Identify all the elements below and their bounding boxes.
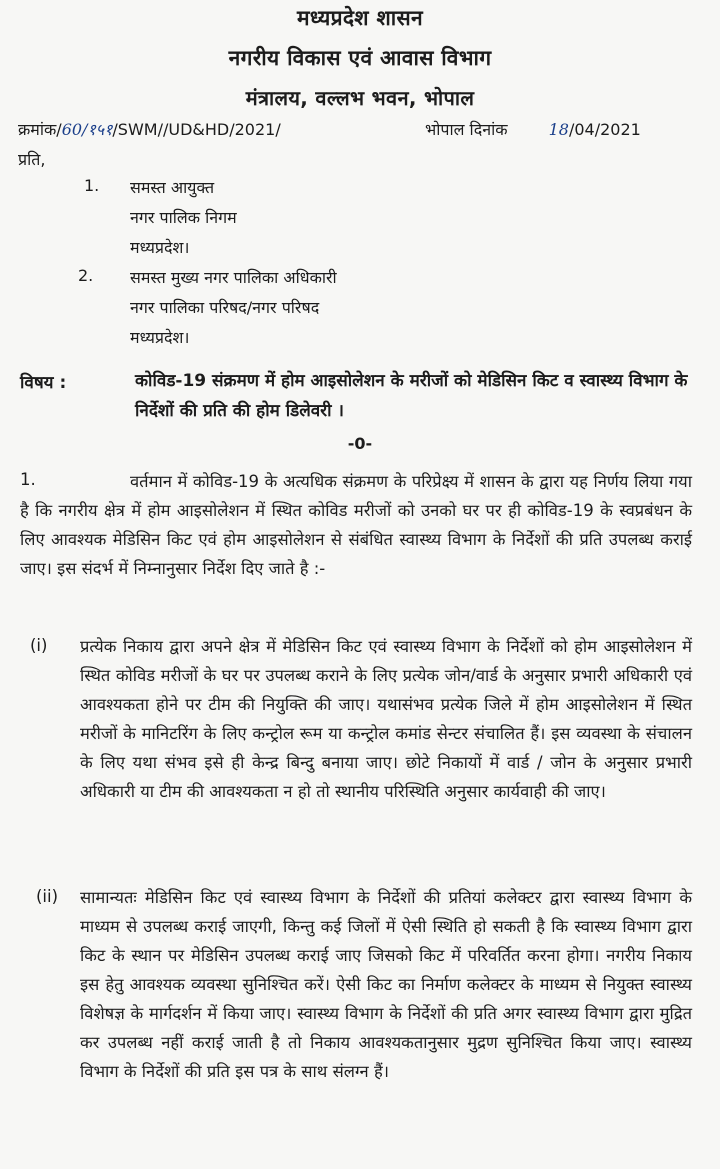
- government-name: मध्यप्रदेश शासन: [297, 6, 423, 30]
- date-rest: /04/2021: [568, 120, 641, 139]
- recipient-1-number: 1.: [84, 176, 100, 195]
- paragraph-1-number: 1.: [20, 470, 36, 489]
- item-1-number: (i): [30, 636, 48, 655]
- subject-text: कोविड-19 संक्रमण में होम आइसोलेशन के मरीजों को मेडिसिन किट व स्वास्थ्य विभाग के निर्देशों की प्रति की होम डिलेवरी ।: [135, 371, 688, 421]
- recipient-1-line-2: नगर पालिक निगम: [130, 208, 237, 227]
- date-label: भोपाल दिनांक: [425, 120, 508, 139]
- separator-mark: -0-: [347, 434, 373, 453]
- recipient-2-line-3: मध्यप्रदेश।: [130, 328, 190, 347]
- to-label: प्रति,: [18, 150, 46, 169]
- department-name: नगरीय विकास एवं आवास विभाग: [228, 46, 492, 70]
- recipient-2-number: 2.: [78, 266, 94, 285]
- reference-number: [18, 118, 281, 140]
- letter-date: [425, 118, 641, 140]
- office-address: मंत्रालय, वल्लभ भवन, भोपाल: [245, 86, 475, 110]
- date-handwritten-day: 18: [548, 120, 569, 139]
- recipient-2-line-1: समस्त मुख्य नगर पालिका अधिकारी: [130, 268, 337, 287]
- item-2-text: सामान्यतः मेडिसिन किट एवं स्वास्थ्य विभाग के निर्देशों की प्रतियां कलेक्टर द्वारा स्वास्थ्य विभाग के माध्यम से उपलब्ध कराई जाएगी, किन्तु कई जिलों में ऐसी स्थिति हो सकती है कि स्वास्थ्य विभाग द्वारा किट के स्थान पर मेडिसिन उपलब्ध कराई जाए जिसको किट में परिवर्तित करना होगा। नगरीय निकाय इस हेतु आवश्यक व्यवस्था सुनिश्चित करें। ऐसी किट का निर्माण कलेक्टर के माध्यम से नियुक्त स्वास्थ्य विशेषज्ञ के मार्गदर्शन में किया जाए। स्वास्थ्य विभाग के निर्देशों की प्रति अगर स्वास्थ्य विभाग द्वारा मुद्रित कर उपलब्ध नहीं कराई जाती है तो निकाय आवश्यकतानुसार मुद्रण सुनिश्चित किया जाए। स्वास्थ्य विभाग के निर्देशों की प्रति इस पत्र के साथ संलग्न हैं।: [80, 888, 692, 1081]
- reference-suffix: /SWM//UD&HD/2021/: [112, 120, 281, 139]
- reference-handwritten-number: 60/१५१: [61, 120, 113, 139]
- recipient-1-line-1: समस्त आयुक्त: [130, 178, 215, 197]
- item-1-text: प्रत्येक निकाय द्वारा अपने क्षेत्र में मेडिसिन किट एवं स्वास्थ्य विभाग के निर्देशों को होम आइसोलेशन में स्थित कोविड मरीजों के घर पर उपलब्ध कराने के लिए प्रत्येक जोन/वार्ड के अनुसार प्रभारी अधिकारी एवं आवश्यकता होने पर टीम की नियुक्ति की जाए। यथासंभव प्रत्येक जिले में होम आइसोलेशन में स्थित मरीजों के मानिटरिंग के लिए कन्ट्रोल रूम या कन्ट्रोल कमांड सेन्टर संचालित हैं। इस व्यवस्था के संचालन के लिए यथा संभव इसे ही केन्द्र बिन्दु बनाया जाए। छोटे निकायों में वार्ड / जोन के अनुसार प्रभारी अधिकारी या टीम की आवश्यकता न हो तो स्थानीय परिस्थिति अनुसार कार्यवाही की जाए।: [80, 637, 692, 801]
- recipient-2-line-2: नगर पालिका परिषद/नगर परिषद: [130, 298, 320, 317]
- subject-label: विषय :: [20, 373, 67, 393]
- item-2-number: (ii): [36, 887, 59, 906]
- reference-prefix: क्रमांक/: [18, 120, 62, 139]
- recipient-1-line-3: मध्यप्रदेश।: [130, 238, 190, 257]
- paragraph-1-text: वर्तमान में कोविड-19 के अत्यधिक संक्रमण के परिप्रेक्ष्य में शासन के द्वारा यह निर्णय लिया गया है कि नगरीय क्षेत्र में होम आइसोलेशन में स्थित कोविड मरीजों को उनको घर पर ही कोविड-19 के स्वप्रबंधन के लिए आवश्यक मेडिसिन किट एवं होम आइसोलेशन से संबंधित स्वास्थ्य विभाग के निर्देशों की प्रति उपलब्ध कराई जाए। इस संदर्भ में निम्नानुसार निर्देश दिए जाते है :-: [20, 472, 692, 578]
